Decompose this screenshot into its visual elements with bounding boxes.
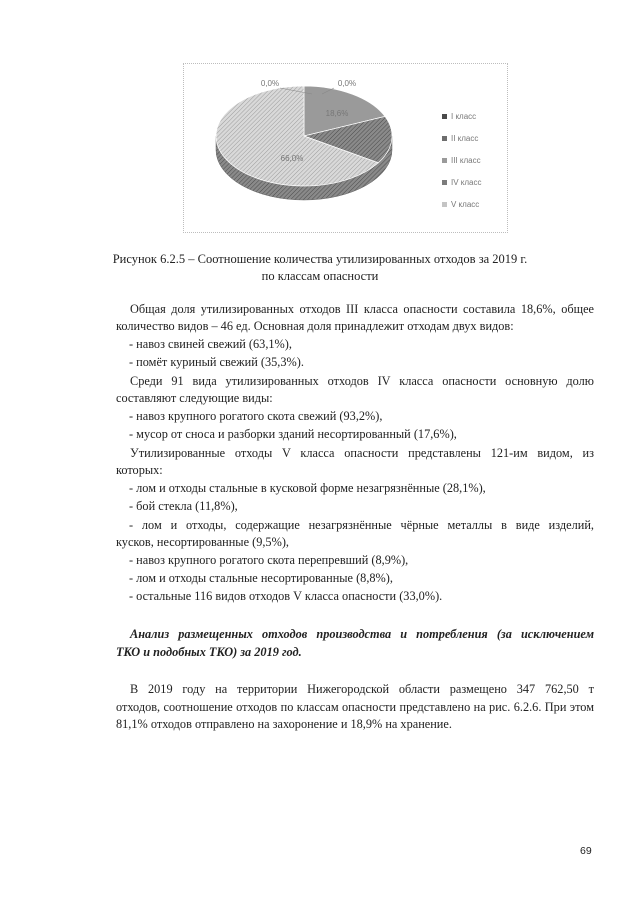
chart-legend bbox=[442, 112, 482, 222]
list-item: - навоз свиней свежий (63,1%), bbox=[129, 337, 292, 351]
legend-item-class-1 bbox=[442, 112, 482, 134]
paragraph-line: отходов, соотношение отходов по классам опасности представлено на рис. 6.2.6. При этом bbox=[116, 700, 594, 714]
legend-item-class-3 bbox=[442, 156, 482, 178]
list-item: - навоз крупного рогатого скота перепревший (8,9%), bbox=[129, 553, 409, 567]
legend-label: I класс bbox=[451, 112, 477, 121]
list-item: - помёт куриный свежий (35,3%). bbox=[129, 355, 304, 369]
page-number: 69 bbox=[580, 845, 592, 857]
legend-swatch bbox=[442, 180, 447, 185]
legend-item-class-5 bbox=[442, 200, 482, 222]
legend-label: IV класс bbox=[451, 178, 482, 187]
pie-data-label-3: 18,6% bbox=[325, 109, 349, 118]
list-item: - бой стекла (11,8%), bbox=[129, 499, 238, 513]
legend-label: III класс bbox=[451, 156, 481, 165]
list-item: кусков, несортированные (9,5%), bbox=[116, 535, 289, 549]
paragraph-line: В 2019 году на территории Нижегородской области размещено 347 762,50 т bbox=[130, 682, 594, 696]
paragraph-line: количество видов – 46 ед. Основная доля принадлежит отходам двух видов: bbox=[116, 319, 514, 333]
paragraph-line: Общая доля утилизированных отходов III класса опасности составила 18,6%, общее bbox=[130, 302, 594, 316]
legend-label: V класс bbox=[451, 200, 480, 209]
pie-data-label-5: 66,0% bbox=[280, 154, 304, 163]
list-item: - остальные 116 видов отходов V класса опасности (33,0%). bbox=[129, 589, 443, 603]
paragraph-line: которых: bbox=[116, 463, 163, 477]
paragraph-line: составляют следующие виды: bbox=[116, 391, 273, 405]
legend-swatch bbox=[442, 202, 447, 207]
pie-data-label-1: 0,0% bbox=[260, 79, 280, 88]
legend-swatch bbox=[442, 158, 447, 163]
list-item: - лом и отходы, содержащие незагрязнённые чёрные металлы в виде изделий, bbox=[129, 518, 594, 532]
list-item: - лом и отходы стальные несортированные (8,8%), bbox=[129, 571, 393, 585]
legend-swatch bbox=[442, 136, 447, 141]
pie-data-label-2: 0,0% bbox=[337, 79, 357, 88]
figure-caption-line-2: по классам опасности bbox=[261, 269, 379, 283]
list-item: - навоз крупного рогатого скота свежий (93,2%), bbox=[129, 409, 383, 423]
section-heading-line-2: ТКО и подобных ТКО) за 2019 год. bbox=[116, 645, 302, 659]
legend-label: II класс bbox=[451, 134, 479, 143]
paragraph-line: Среди 91 вида утилизированных отходов IV класса опасности основную долю bbox=[130, 374, 594, 388]
figure-caption-line-1: Рисунок 6.2.5 – Соотношение количества утилизированных отходов за 2019 г. bbox=[112, 252, 528, 266]
section-heading-line-1: Анализ размещенных отходов производства и потребления (за исключением bbox=[130, 627, 594, 641]
list-item: - мусор от сноса и разборки зданий несортированный (17,6%), bbox=[129, 427, 457, 441]
legend-item-class-2 bbox=[442, 134, 482, 156]
pie-chart bbox=[183, 63, 508, 233]
paragraph-line: Утилизированные отходы V класса опасности представлены 121-им видом, из bbox=[130, 446, 594, 460]
list-item: - лом и отходы стальные в кусковой форме незагрязнённые (28,1%), bbox=[129, 481, 486, 495]
paragraph-line: 81,1% отходов отправлено на захоронение и 18,9% на хранение. bbox=[116, 717, 452, 731]
legend-swatch bbox=[442, 114, 447, 119]
legend-item-class-4 bbox=[442, 178, 482, 200]
